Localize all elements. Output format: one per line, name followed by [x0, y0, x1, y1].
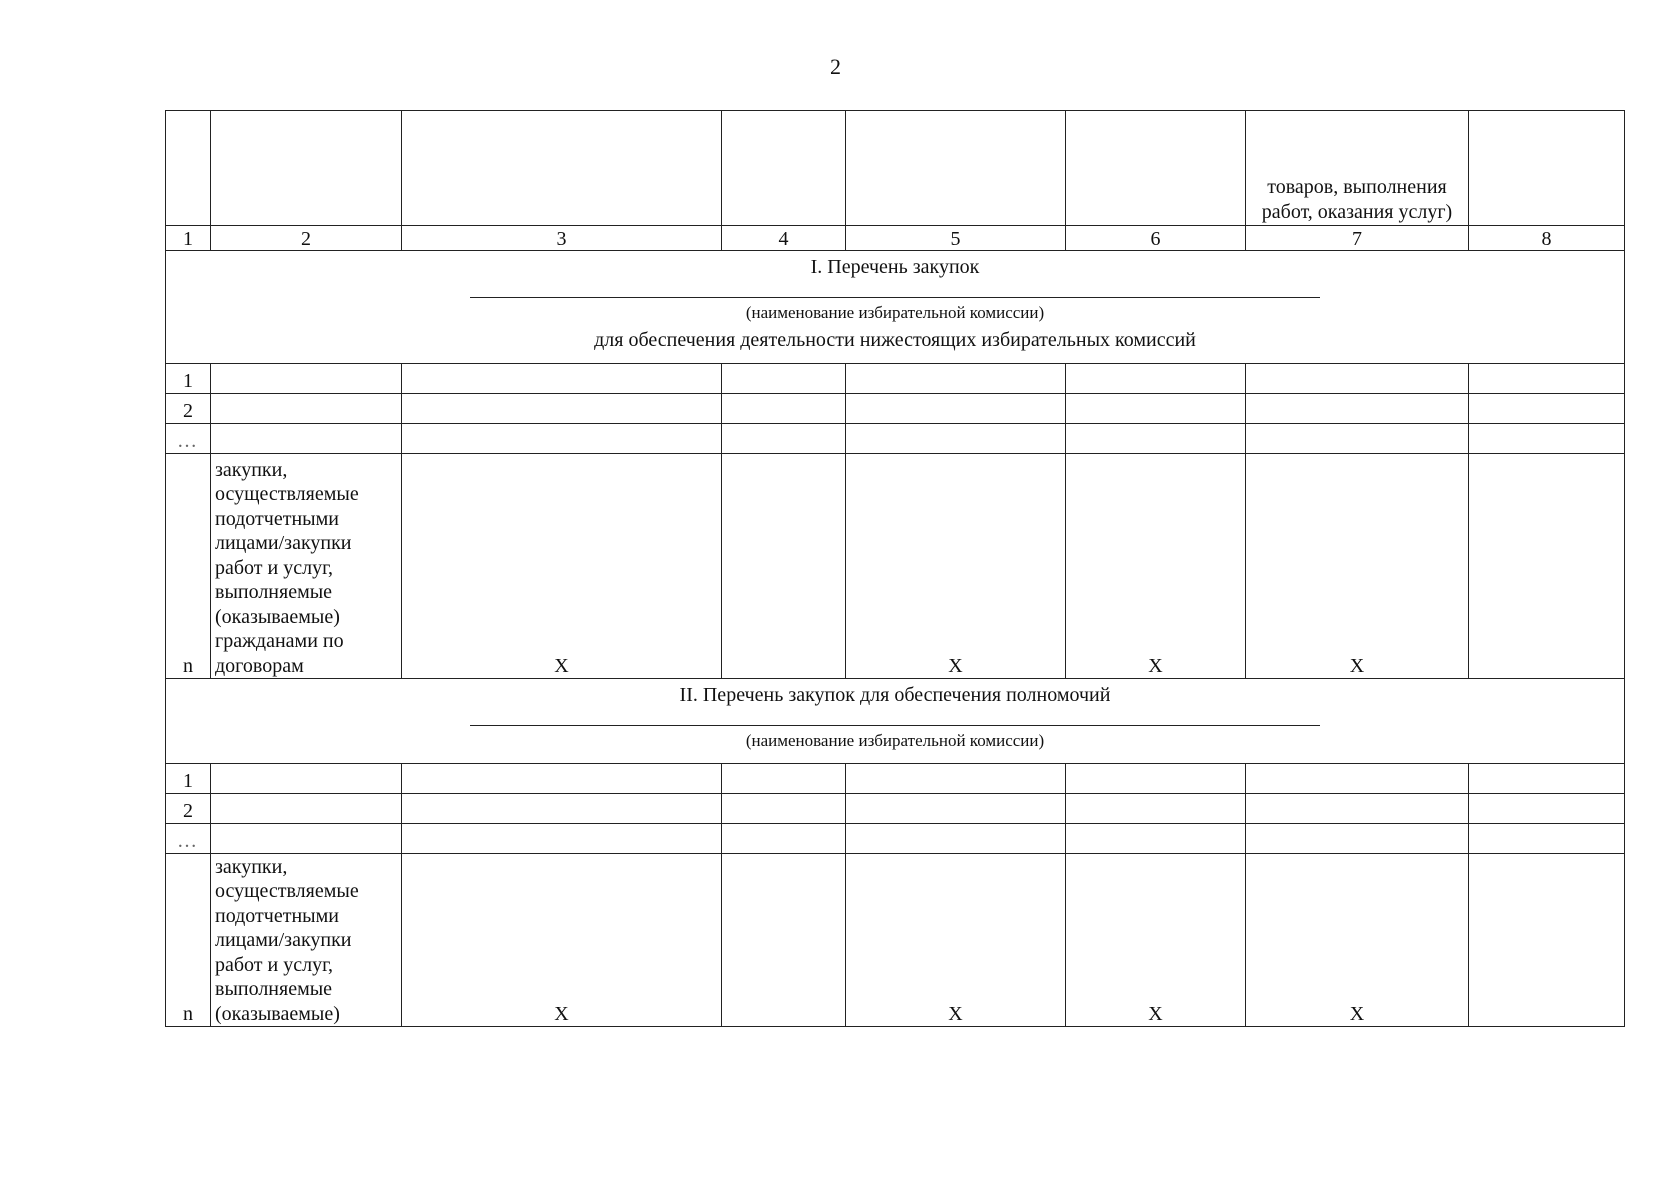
table-row [166, 854, 1625, 1027]
header-cell [166, 111, 211, 226]
table-row [166, 394, 1625, 424]
section1-header [166, 251, 1625, 364]
x-mark: X [1246, 854, 1469, 1027]
table-row [166, 364, 1625, 394]
table-row [166, 824, 1625, 854]
row-index: … [166, 824, 211, 854]
x-mark: X [402, 454, 722, 679]
header-cell [402, 111, 722, 226]
header-cell-col7: товаров, выполнения работ, оказания услуг) [1246, 111, 1469, 226]
x-mark: X [1066, 454, 1246, 679]
header-continuation-row [166, 111, 1625, 226]
row-index: n [166, 854, 211, 1027]
section1-header-row [166, 251, 1625, 364]
table-row [166, 764, 1625, 794]
section2-caption: (наименование избирательной комиссии) [745, 731, 1045, 750]
header-cell [1469, 111, 1625, 226]
column-number: 5 [846, 226, 1066, 251]
section1-subtitle: для обеспечения деятельности нижестоящих избирательных комиссий [594, 329, 1196, 351]
row-index: … [166, 424, 211, 454]
column-number: 1 [166, 226, 211, 251]
row-index: 1 [166, 764, 211, 794]
row-index: 2 [166, 794, 211, 824]
page-number: 2 [830, 54, 841, 79]
x-mark: X [846, 854, 1066, 1027]
column-number: 8 [1469, 226, 1625, 251]
header-cell [211, 111, 402, 226]
section2-header [166, 679, 1625, 764]
column-number: 6 [1066, 226, 1246, 251]
column-number-row [166, 226, 1625, 251]
x-mark: X [1246, 454, 1469, 679]
column-number: 4 [722, 226, 846, 251]
table-row [166, 794, 1625, 824]
section2-title: II. Перечень закупок для обеспечения полномочий [679, 684, 1111, 706]
table-row [166, 454, 1625, 679]
x-mark: X [402, 854, 722, 1027]
column-number: 3 [402, 226, 722, 251]
row-description: закупки, осуществляемые подотчетными лицами/закупки работ и услуг, выполняемые (оказываемые) [211, 854, 402, 1027]
section1-caption: (наименование избирательной комиссии) [745, 303, 1045, 322]
fill-in-line [470, 297, 1320, 298]
row-index: n [166, 454, 211, 679]
section2-header-row [166, 679, 1625, 764]
row-index: 1 [166, 364, 211, 394]
x-mark: X [846, 454, 1066, 679]
header-cell [1066, 111, 1246, 226]
table-row [166, 424, 1625, 454]
column-number: 2 [211, 226, 402, 251]
header-cell [722, 111, 846, 226]
column-number: 7 [1246, 226, 1469, 251]
x-mark: X [1066, 854, 1246, 1027]
header-cell [846, 111, 1066, 226]
row-index: 2 [166, 394, 211, 424]
fill-in-line [470, 725, 1320, 726]
row-description: закупки, осуществляемые подотчетными лицами/закупки работ и услуг, выполняемые (оказываемые) гражданами по договорам [211, 454, 402, 679]
section1-title: I. Перечень закупок [810, 256, 980, 278]
procurement-table [165, 110, 1625, 1027]
